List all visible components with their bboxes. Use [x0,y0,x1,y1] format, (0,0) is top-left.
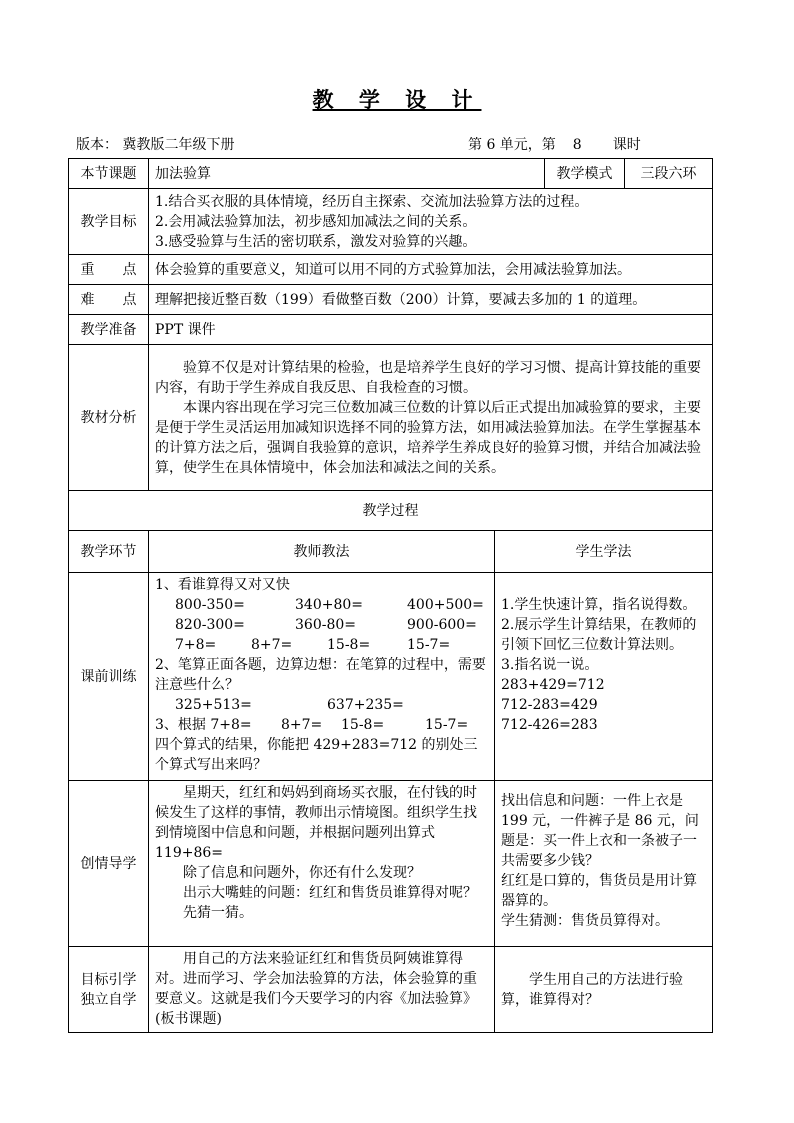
process-header-row [69,531,713,573]
topic-label: 本节课题 [69,159,149,189]
analysis-paragraph: 验算不仅是对计算结果的检验，也是培养学生良好的学习习惯、提高计算技能的重要内容，有助于学生养成自我反思、自我检查的习惯。 [155,359,701,396]
document-meta [76,134,716,154]
student-equation: 712-283=429 [501,697,598,713]
pre-training-teacher [149,573,495,781]
calc-item: 15-8= [341,717,385,733]
exercise-3-text: 四个算式的结果，你能把 429+283=712 的别处三个算式写出来吗？ [155,737,478,773]
exercise-3-line [155,715,488,735]
self-study-label-line: 目标引学 [80,971,137,988]
key-point-row [69,255,713,285]
col-teacher-header: 教师教法 [149,531,495,573]
calc-item: 15-7= [407,637,451,653]
analysis-row [69,345,713,491]
unit-lesson-info [468,134,641,154]
calc-item: 820-300= [175,617,245,633]
student-step: 3.指名说一说。 [501,657,599,673]
key-point-text: 体会验算的重要意义，知道可以用不同的方式验算加法，会用减法验算加法。 [149,255,713,285]
self-study-label-line: 独立自学 [80,991,137,1008]
process-title-row [69,491,713,531]
situation-paragraph: 除了信息和问题外，你还有什么发现？ [183,865,421,881]
document-title: 教 学 设 计 [312,88,482,112]
student-equation: 283+429=712 [501,677,605,693]
student-step: 2.展示学生计算结果，在教师的引领下回忆三位数计算法则。 [501,617,697,653]
process-title: 教学过程 [69,491,713,531]
calc-item: 325+513= [175,697,252,713]
calc-row-3 [155,635,488,655]
situation-student-text: 学生猜测：售货员算得对。 [501,913,669,929]
analysis-content [149,345,713,491]
calc-row-1 [155,595,488,615]
situation-student-text: 找出信息和问题：一件上衣是 199 元，一件裤子是 86 元，问题是：买一件上衣和一条被子一共需要多少钱？ [501,793,699,869]
self-study-student: 学生用自己的方法进行验算，谁算得对？ [495,947,713,1033]
version-value: 冀教版二年级下册 [122,137,235,153]
situation-teacher [149,781,495,947]
calc-item: 15-7= [425,717,469,733]
difficulty-label: 难 点 [69,285,149,315]
col-stage-header: 教学环节 [69,531,149,573]
calc-item: 400+500= [407,597,484,613]
analysis-label: 教材分析 [69,345,149,491]
calc-item: 7+8= [175,637,217,653]
goals-content [149,189,713,255]
calc-item: 340+80= [295,597,363,613]
difficulty-row [69,285,713,315]
goals-row [69,189,713,255]
calc-item: 637+235= [327,697,404,713]
exercise-3-lead: 3、根据 7+8= [155,717,252,733]
pre-training-label: 课前训练 [69,573,149,781]
calc-item: 15-8= [327,637,371,653]
exercise-1-title: 1、看谁算得又对又快 [155,577,290,593]
calc-row-2 [155,615,488,635]
mode-value: 三段六环 [625,159,713,189]
calc-item: 8+7= [281,717,323,733]
student-step: 1.学生快速计算，指名说得数。 [501,597,697,613]
goal-item: 1.结合买衣服的具体情境，经历自主探索、交流加法验算方法的过程。 [155,193,589,210]
situation-paragraph: 出示大嘴蛙的问题：红红和售货员谁算得对呢？ [183,885,477,901]
key-point-label: 重 点 [69,255,149,285]
goal-item: 2.会用减法验算加法，初步感知加减法之间的关系。 [155,213,477,230]
topic-row [69,159,713,189]
preparation-row [69,315,713,345]
pre-training-row [69,573,713,781]
situation-row [69,781,713,947]
preparation-label: 教学准备 [69,315,149,345]
pre-training-student [495,573,713,781]
situation-student [495,781,713,947]
version-label: 版本： [76,137,118,153]
unit-text: 第 6 单元，第 [468,137,556,153]
analysis-paragraph: 本课内容出现在学习完三位数加减三位数的计算以后正式提出加减验算的要求，主要是便于学生灵活运用加减知识选择不同的验算方法，如用减法验算加法。在学生掌握基本的计算方法之后，强调自我验算的意识，培养学生养成良好的验算习惯，并结合加减法验算，使学生在具体情境中，体会加法和减法之间的关系。 [155,399,701,476]
calc-item: 360-80= [295,617,356,633]
situation-student-text: 红红是口算的，售货员是用计算器算的。 [501,873,697,909]
student-equation: 712-426=283 [501,717,598,733]
calc-item: 8+7= [251,637,293,653]
situation-paragraph: 先猜一猜。 [183,905,253,921]
calc-item: 900-600= [407,617,477,633]
self-study-teacher: 用自己的方法来验证红红和售货员阿姨谁算得对。进而学习、学会加法验算的方法，体会验算的重要意义。这就是我们今天要学习的内容《加法验算》(板书课题) [149,947,495,1033]
lesson-number: 8 [572,137,582,153]
preparation-text: PPT 课件 [149,315,713,345]
goals-label: 教学目标 [69,189,149,255]
goal-item: 3.感受验算与生活的密切联系，激发对验算的兴趣。 [155,233,477,250]
lesson-suffix: 课时 [612,137,641,153]
situation-paragraph: 星期天，红红和妈妈到商场买衣服，在付钱的时候发生了这样的事情，教师出示情境图。组织学生找到情境图中信息和问题，并根据问题列出算式 119+86= [155,785,477,861]
calc-row-4 [155,695,488,715]
col-student-header: 学生学法 [495,531,713,573]
lesson-plan-table [68,158,713,1033]
self-study-row [69,947,713,1033]
difficulty-text: 理解把接近整百数（199）看做整百数（200）计算，要减去多加的 1 的道理。 [149,285,713,315]
calc-item: 800-350= [175,597,245,613]
situation-label: 创情导学 [69,781,149,947]
exercise-2-text: 2、笔算正面各题，边算边想：在笔算的过程中，需要注意些什么？ [155,657,486,693]
mode-label: 教学模式 [545,159,625,189]
topic-value: 加法验算 [149,159,545,189]
self-study-label [69,947,149,1033]
